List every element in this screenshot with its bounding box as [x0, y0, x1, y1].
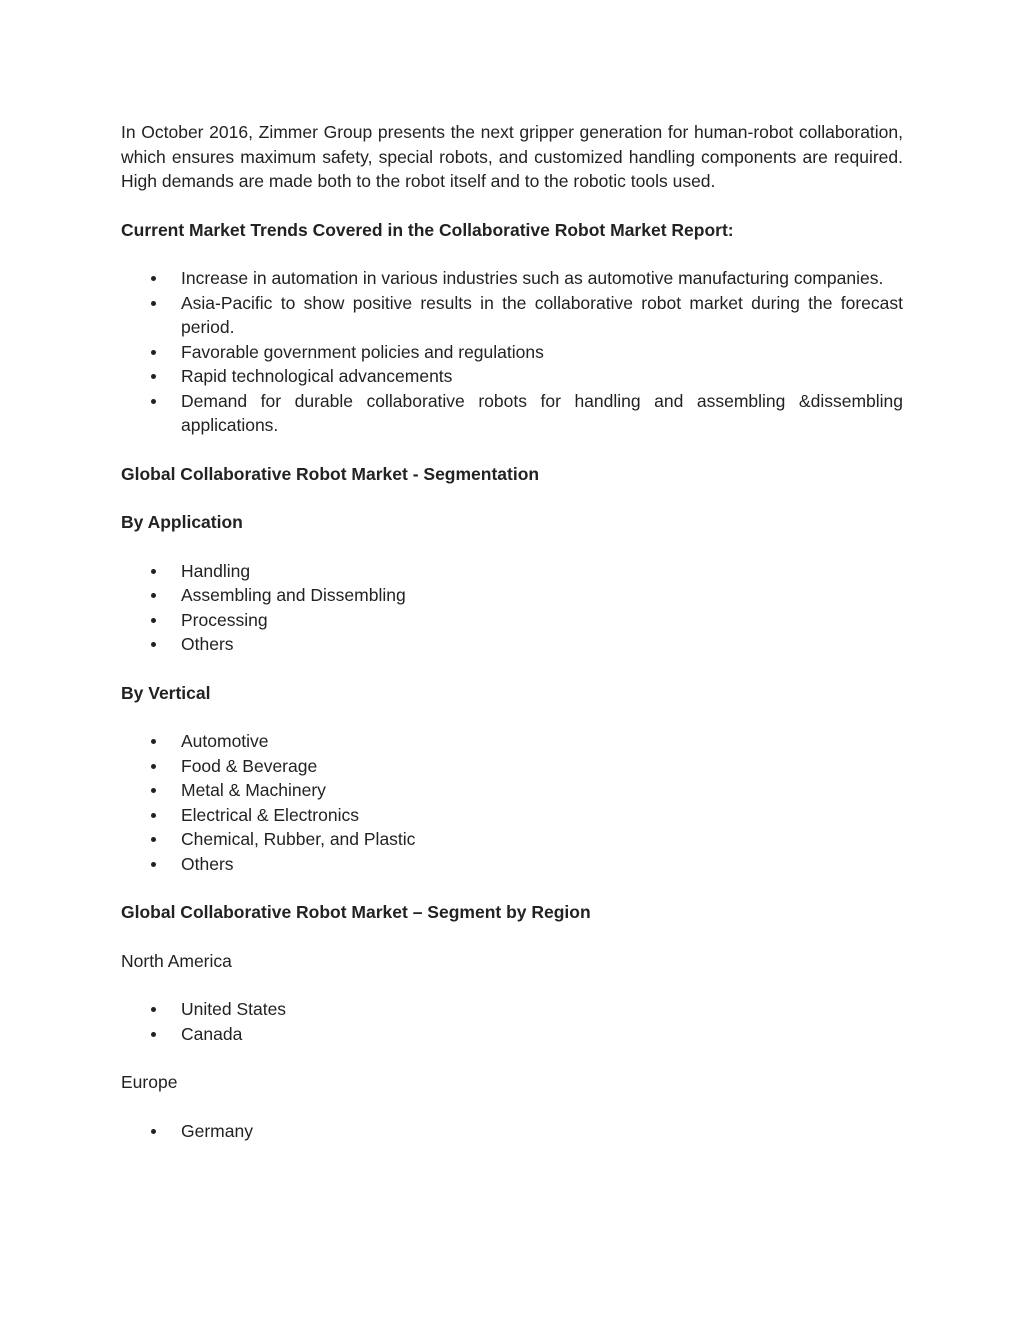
north-america-list — [121, 997, 903, 1046]
region-heading: Global Collaborative Robot Market – Segment by Region — [121, 902, 591, 922]
document-page — [121, 120, 903, 1143]
europe-list — [121, 1119, 903, 1144]
list-item: Processing — [121, 608, 903, 633]
bullet-icon — [151, 618, 156, 623]
bullet-icon — [151, 593, 156, 598]
bullet-icon — [151, 569, 156, 574]
region-europe-label: Europe — [121, 1072, 178, 1092]
intro-paragraph: In October 2016, Zimmer Group presents the next gripper generation for human-robot collaboration, which ensures maximum safety, special robots, and customized handling components are required. High demands are made both to the robot itself and to the robotic tools used. — [121, 122, 903, 191]
list-item: Food & Beverage — [121, 754, 903, 779]
vertical-list — [121, 729, 903, 876]
region-north-america-label: North America — [121, 950, 232, 971]
list-item: Asia-Pacific to show positive results in the collaborative robot market during the forecast period. — [121, 291, 903, 340]
bullet-icon — [151, 350, 156, 355]
trends-list — [121, 266, 903, 438]
by-vertical-heading: By Vertical — [121, 682, 211, 703]
list-item: Others — [121, 632, 903, 657]
trends-heading: Current Market Trends Covered in the Collaborative Robot Market Report: — [121, 219, 734, 240]
list-item: United States — [121, 997, 903, 1022]
bullet-icon — [151, 1007, 156, 1012]
bullet-icon — [151, 788, 156, 793]
bullet-icon — [151, 374, 156, 379]
list-item: Rapid technological advancements — [121, 364, 903, 389]
by-application-heading: By Application — [121, 512, 243, 532]
bullet-icon — [151, 739, 156, 744]
bullet-icon — [151, 813, 156, 818]
bullet-icon — [151, 837, 156, 842]
list-item: Others — [121, 852, 903, 877]
bullet-icon — [151, 399, 156, 404]
bullet-icon — [151, 862, 156, 867]
bullet-icon — [151, 276, 156, 281]
list-item: Canada — [121, 1022, 903, 1047]
list-item: Increase in automation in various industries such as automotive manufacturing companies. — [121, 266, 903, 291]
bullet-icon — [151, 301, 156, 306]
application-list — [121, 559, 903, 657]
bullet-icon — [151, 642, 156, 647]
list-item: Handling — [121, 559, 903, 584]
bullet-icon — [151, 764, 156, 769]
list-item: Demand for durable collaborative robots for handling and assembling &dissembling applications. — [121, 389, 903, 438]
list-item: Chemical, Rubber, and Plastic — [121, 827, 903, 852]
list-item: Favorable government policies and regulations — [121, 340, 903, 365]
list-item: Electrical & Electronics — [121, 803, 903, 828]
segmentation-heading: Global Collaborative Robot Market - Segmentation — [121, 463, 540, 484]
list-item: Automotive — [121, 729, 903, 754]
bullet-icon — [151, 1032, 156, 1037]
list-item: Metal & Machinery — [121, 778, 903, 803]
bullet-icon — [151, 1129, 156, 1134]
list-item: Germany — [121, 1119, 903, 1144]
list-item: Assembling and Dissembling — [121, 583, 903, 608]
